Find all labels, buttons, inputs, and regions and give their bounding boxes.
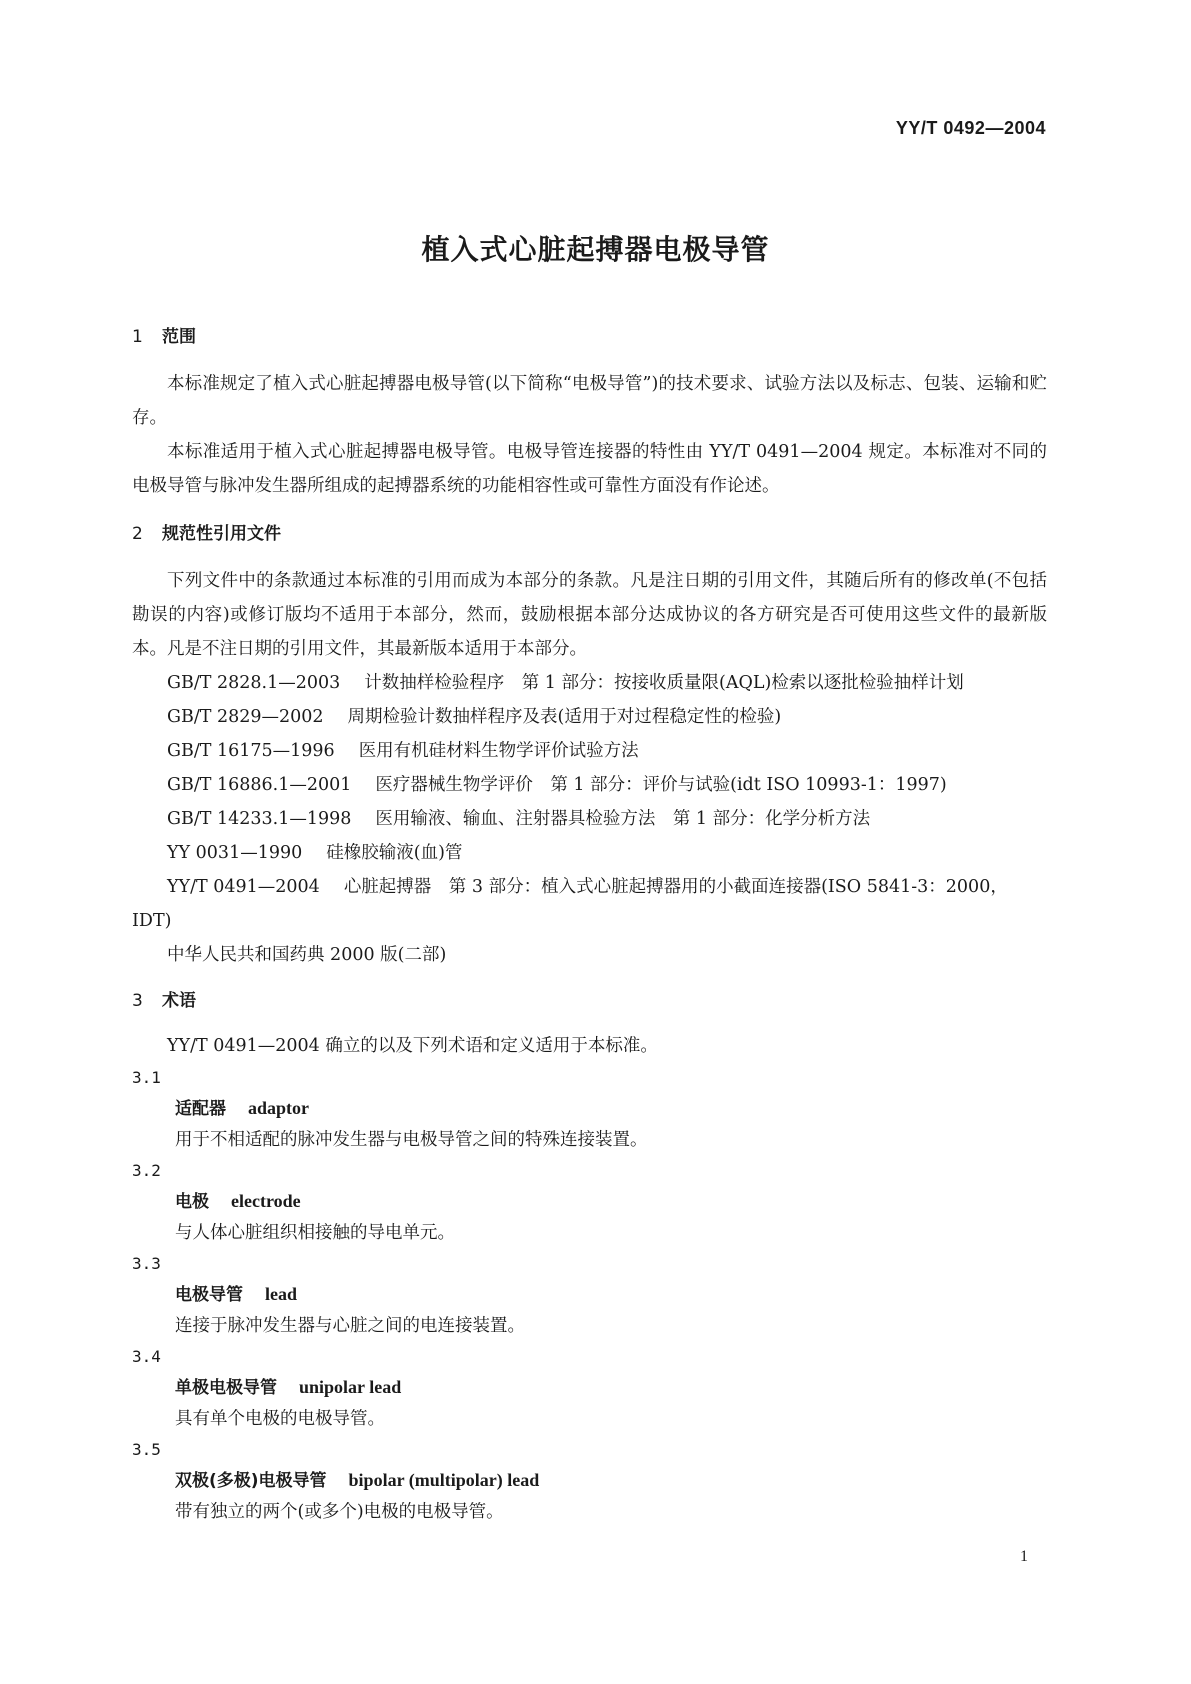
section-1-number: 1 bbox=[132, 327, 143, 347]
section-1-paragraph-1: 本标准规定了植入式心脏起搏器电极导管(以下简称“电极导管”)的技术要求、试验方法以及标志、包装、运输和贮存。 bbox=[132, 374, 1047, 428]
term-definition: 带有独立的两个(或多个)电极的电极导管。 bbox=[175, 1502, 504, 1522]
reference-item bbox=[132, 666, 1047, 700]
reference-item bbox=[132, 734, 1047, 768]
section-2-intro: 下列文件中的条款通过本标准的引用而成为本部分的条款。凡是注日期的引用文件，其随后所有的修改单(不包括勘误的内容)或修订版均不适用于本部分，然而，鼓励根据本部分达成协议的各方研究是否可使用这些文件的最新版本。凡是不注日期的引用文件，其最新版本适用于本部分。 bbox=[132, 571, 1047, 659]
reference-title: 硅橡胶输液(血)管 bbox=[326, 843, 463, 863]
term-definition: 与人体心脏组织相接触的导电单元。 bbox=[175, 1223, 455, 1243]
reference-code: YY 0031—1990 bbox=[167, 843, 303, 863]
section-3-title: 术语 bbox=[162, 991, 196, 1011]
term-name-en: bipolar (multipolar) lead bbox=[348, 1470, 540, 1490]
reference-code: GB/T 2829—2002 bbox=[167, 707, 324, 727]
reference-code: GB/T 2828.1—2003 bbox=[167, 673, 341, 693]
section-2-heading bbox=[132, 519, 1047, 544]
section-2-title: 规范性引用文件 bbox=[162, 524, 281, 544]
reference-title: 中华人民共和国药典 2000 版(二部) bbox=[167, 945, 447, 965]
section-3-intro: YY/T 0491—2004 确立的以及下列术语和定义适用于本标准。 bbox=[167, 1036, 658, 1056]
term-number: 3.5 bbox=[132, 1440, 161, 1459]
term-name-zh: 双极(多极)电极导管 bbox=[175, 1471, 327, 1491]
term-name-en: unipolar lead bbox=[299, 1377, 402, 1397]
term-name bbox=[175, 1465, 1047, 1496]
term-name bbox=[175, 1186, 1047, 1217]
reference-title: 心脏起搏器 第 3 部分：植入式心脏起搏器用的小截面连接器(ISO 5841-3：2000，IDT) bbox=[132, 877, 1008, 931]
term-name-en: lead bbox=[265, 1284, 298, 1304]
term-name-en: adaptor bbox=[248, 1098, 310, 1118]
term-number: 3.2 bbox=[132, 1161, 161, 1180]
term-name-zh: 电极导管 bbox=[175, 1285, 243, 1305]
term-name bbox=[175, 1372, 1047, 1403]
term-number: 3.1 bbox=[132, 1068, 161, 1087]
reference-item bbox=[132, 870, 1047, 938]
term-name bbox=[175, 1279, 1047, 1310]
document-body bbox=[132, 322, 1047, 1528]
section-3-heading bbox=[132, 986, 1047, 1011]
reference-title: 医用输液、输血、注射器具检验方法 第 1 部分：化学分析方法 bbox=[375, 809, 871, 829]
term-name-en: electrode bbox=[231, 1191, 301, 1211]
reference-title: 计数抽样检验程序 第 1 部分：按接收质量限(AQL)检索以逐批检验抽样计划 bbox=[364, 673, 964, 693]
section-1-title: 范围 bbox=[162, 327, 196, 347]
reference-item bbox=[132, 938, 1047, 972]
section-2-number: 2 bbox=[132, 524, 143, 544]
reference-code: GB/T 16175—1996 bbox=[167, 741, 335, 761]
reference-item bbox=[132, 700, 1047, 734]
reference-code: GB/T 14233.1—1998 bbox=[167, 809, 352, 829]
term-name-zh: 单极电极导管 bbox=[175, 1378, 277, 1398]
term-definition: 连接于脉冲发生器与心脏之间的电连接装置。 bbox=[175, 1316, 525, 1336]
reference-item bbox=[132, 802, 1047, 836]
term-name-zh: 适配器 bbox=[175, 1099, 226, 1119]
reference-code: YY/T 0491—2004 bbox=[167, 877, 320, 897]
reference-item bbox=[132, 768, 1047, 802]
reference-title: 周期检验计数抽样程序及表(适用于对过程稳定性的检验) bbox=[347, 707, 782, 727]
reference-code: GB/T 16886.1—2001 bbox=[167, 775, 352, 795]
standard-code: YY/T 0492—2004 bbox=[895, 118, 1046, 138]
term-definition: 具有单个电极的电极导管。 bbox=[175, 1409, 385, 1429]
term-definition: 用于不相适配的脉冲发生器与电极导管之间的特殊连接装置。 bbox=[175, 1130, 648, 1150]
reference-item bbox=[132, 836, 1047, 870]
term-number: 3.4 bbox=[132, 1347, 161, 1366]
page-number: 1 bbox=[1020, 1548, 1028, 1565]
document-title: 植入式心脏起搏器电极导管 bbox=[421, 233, 770, 266]
reference-title: 医用有机硅材料生物学评价试验方法 bbox=[358, 741, 639, 761]
term-name bbox=[175, 1093, 1047, 1124]
term-name-zh: 电极 bbox=[175, 1192, 209, 1212]
term-number: 3.3 bbox=[132, 1254, 161, 1273]
section-1-heading bbox=[132, 322, 1047, 347]
section-1-paragraph-2: 本标准适用于植入式心脏起搏器电极导管。电极导管连接器的特性由 YY/T 0491—2004 规定。本标准对不同的电极导管与脉冲发生器所组成的起搏器系统的功能相容性或可靠性方面没有作论述。 bbox=[132, 442, 1047, 496]
section-3-number: 3 bbox=[132, 991, 143, 1011]
reference-title: 医疗器械生物学评价 第 1 部分：评价与试验(idt ISO 10993-1：1997) bbox=[375, 775, 947, 795]
